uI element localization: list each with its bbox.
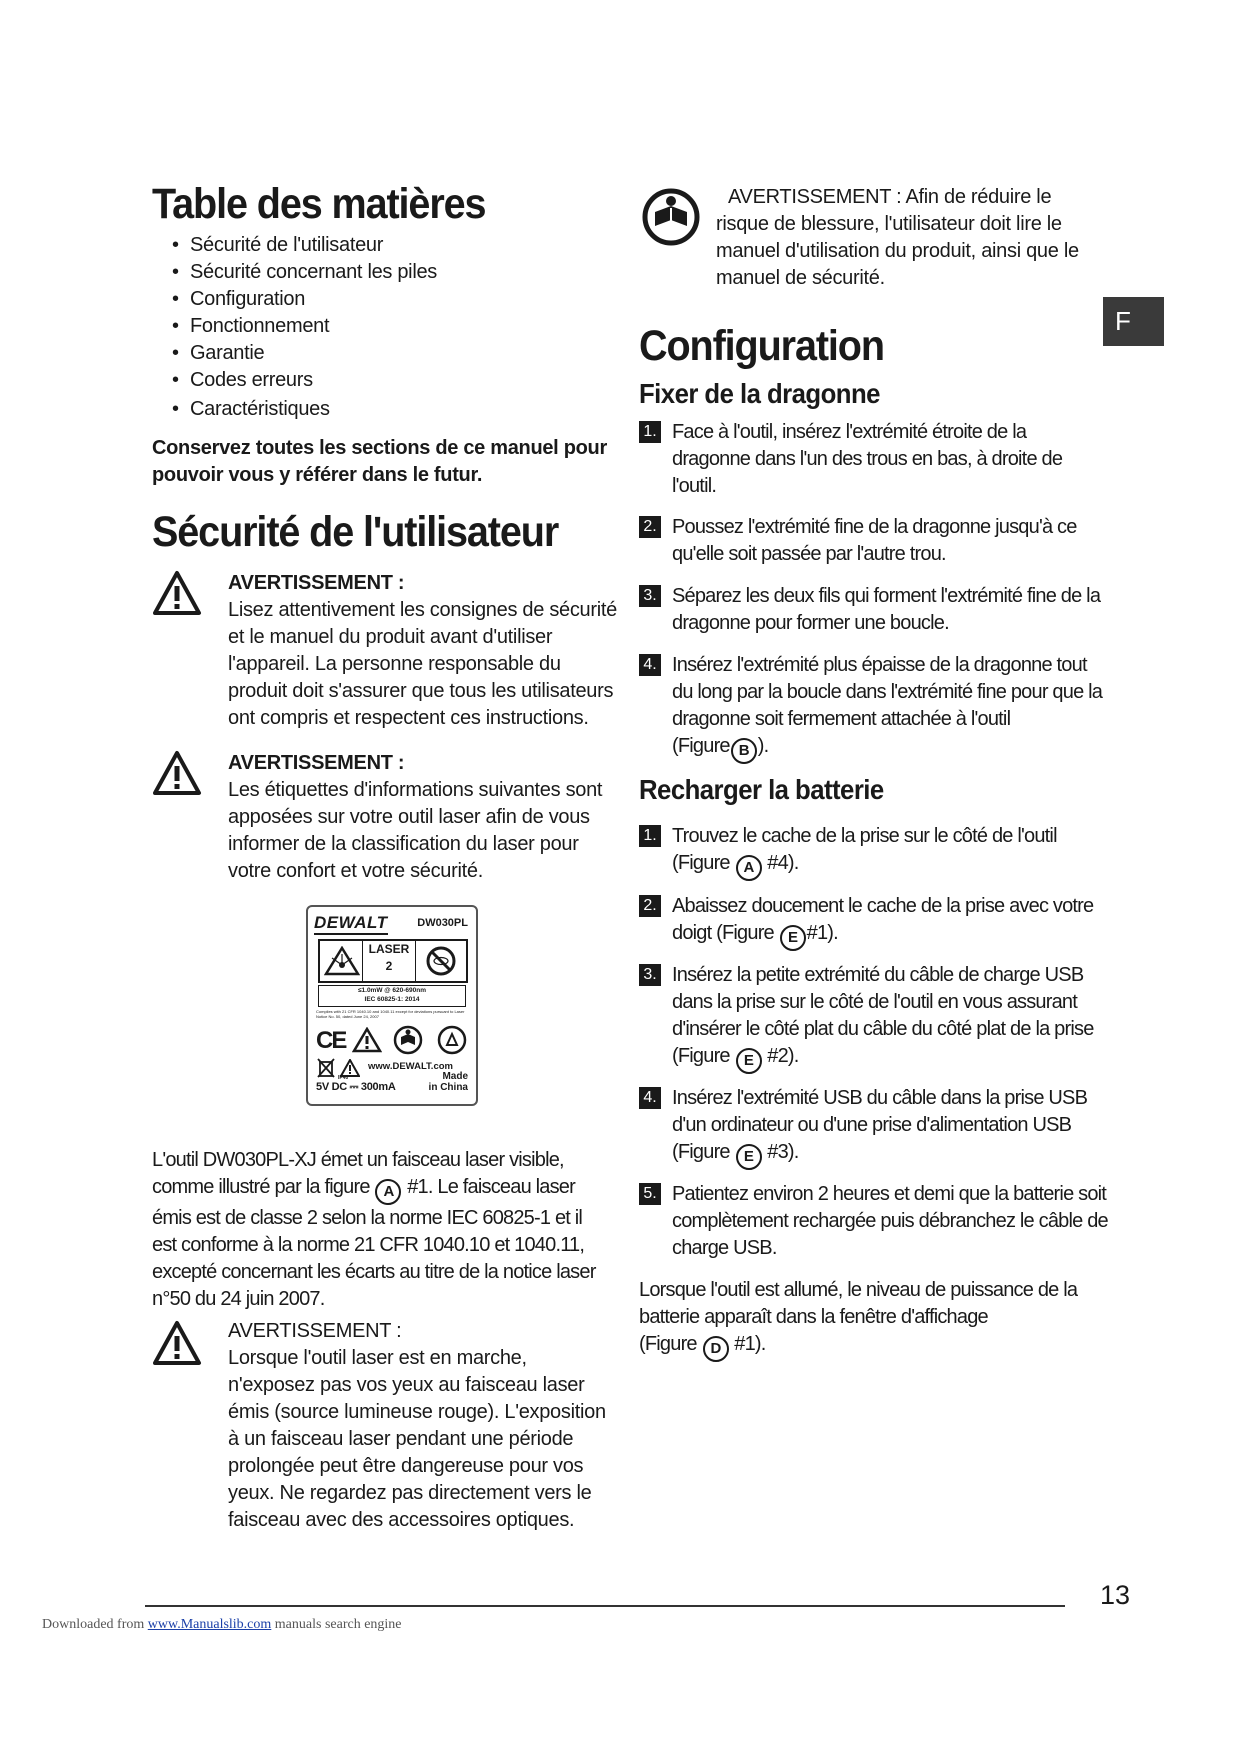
toc-item[interactable]: • Fonctionnement: [172, 313, 437, 340]
keep-note: Conservez toutes les sections de ce manuel pour pouvoir vous y référer dans le futur.: [152, 437, 607, 486]
warning-triangle-icon: [152, 1320, 202, 1366]
label-laser-class: 2: [385, 959, 393, 973]
label-ip-rating: IP40: [338, 1075, 349, 1081]
warning2-text: Les étiquettes d'informations suivantes sont apposées sur votre outil laser afin de vous informer de la classification du laser pour votre confort et votre sécurité.: [228, 779, 603, 882]
figure-ref-badge: E: [736, 1048, 762, 1074]
label-model: DW030PL: [417, 917, 468, 929]
battery-title: Recharger la batterie: [639, 774, 884, 805]
warning1-title: AVERTISSEMENT :: [228, 572, 405, 594]
right-warning-text: AVERTISSEMENT : Afin de réduire le risque de blessure, l'utilisateur doit lire le manuel d'utilisation du produit, ainsi que le manuel de sécurité.: [716, 186, 1079, 289]
step-number: 3.: [639, 964, 661, 986]
laser-warning-icon: [324, 946, 360, 976]
battery-step: 5. Patientez environ 2 heures et demi que la batterie soit complètement rechargée puis débranchez le câble de charge USB.: [639, 1181, 1109, 1262]
no-stare-icon: [424, 945, 458, 977]
toc-item[interactable]: • Caractéristiques: [172, 396, 437, 423]
warning-triangle-icon: [152, 570, 202, 616]
laser-description: L'outil DW030PL-XJ émet un faisceau laser visible, comme illustré par la figure A #1. Le faisceau laser émis est de classe 2 selon la norme IEC 60825-1 et il est conforme à la norme 21 CFR 1040.10 et 1040.11, excepté concernant les écarts au titre de la notice laser n°50 du 24 juin 2007.: [152, 1149, 596, 1310]
figure-ref-badge: E: [736, 1144, 762, 1170]
label-compliance: Complies with 21 CFR 1040.10 and 1040.11 except for deviations pursuant to Laser Notice No. 50, dated June 24, 2007: [316, 1009, 465, 1019]
figure-ref-badge: A: [375, 1179, 401, 1205]
strap-step: 4. Insérez l'extrémité plus épaisse de la dragonne tout du long par la boucle dans l'extrémité fine pour que la dragonne soit fermement attachée à l'outil (Figure B ).: [639, 652, 1109, 764]
toc-item[interactable]: • Garantie: [172, 340, 437, 367]
toc-item[interactable]: • Sécurité concernant les piles: [172, 259, 437, 286]
footer-source: Downloaded from www.Manualslib.com manuals search engine: [42, 1617, 402, 1632]
battery-step: 3. Insérez la petite extrémité du câble de charge USB dans la prise sur le côté de l'outil en vous assurant d'insérer le côté plat du câble du côté plat de la prise (Figure E #2).: [639, 962, 1109, 1074]
strap-step: 2. Poussez l'extrémité fine de la dragonne jusqu'à ce qu'elle soit passée par l'autre trou.: [639, 514, 1109, 568]
strap-step: 1. Face à l'outil, insérez l'extrémité étroite de la dragonne dans l'un des trous en bas, à droite de l'outil.: [639, 419, 1109, 500]
manualslib-link[interactable]: www.Manualslib.com: [147, 1617, 272, 1632]
laser-classification-label: [306, 905, 478, 1106]
toc-item[interactable]: • Configuration: [172, 286, 437, 313]
page-number: 13: [1100, 1580, 1131, 1610]
step-number: 5.: [639, 1183, 661, 1205]
label-made: Made: [442, 1071, 468, 1082]
warning1-text: Lisez attentivement les consignes de sécurité et le manuel du produit avant d'utiliser l'appareil. La personne responsable du produit doit s'assurer que tous les utilisateurs ont compris et respectent ces instructions.: [228, 599, 617, 729]
battery-step: 2. Abaissez doucement le cache de la prise avec votre doigt (Figure E #1).: [639, 893, 1109, 951]
strap-step: 3. Séparez les deux fils qui forment l'extrémité fine de la dragonne pour former une boucle.: [639, 583, 1109, 637]
label-laser-panel: [318, 939, 468, 983]
warning2-title: AVERTISSEMENT :: [228, 752, 405, 774]
step-number: 2.: [639, 895, 661, 917]
label-laser-word: LASER: [368, 942, 410, 956]
language-tab[interactable]: F: [1103, 297, 1164, 346]
warning-triangle-icon: [152, 750, 202, 796]
weee-bin-icon: [316, 1057, 336, 1079]
battery-step: 1. Trouvez le cache de la prise sur le côté de l'outil (Figure A #4).: [639, 823, 1109, 881]
toc-title: Table des matières: [152, 180, 486, 228]
toc-item[interactable]: • Codes erreurs: [172, 367, 437, 394]
toc-list: [172, 232, 437, 423]
step-number: 4.: [639, 1087, 661, 1109]
read-manual-icon: [641, 188, 701, 246]
footer-divider: [145, 1605, 1065, 1607]
step-number: 1.: [639, 825, 661, 847]
label-in-china: in China: [428, 1082, 468, 1093]
label-website: www.DEWALT.com: [368, 1061, 453, 1072]
battery-step: 4. Insérez l'extrémité USB du câble dans la prise USB d'un ordinateur ou d'une prise d'alimentation USB (Figure E #3).: [639, 1085, 1109, 1170]
figure-ref-badge: B: [731, 738, 757, 764]
figure-ref-badge: D: [703, 1336, 729, 1362]
warning3-text: Lorsque l'outil laser est en marche, n'exposez pas vos yeux au faisceau laser émis (source lumineuse rouge). L'exposition à un faisceau laser pendant une période prolongée peut être dangereuse pour vos yeux. Ne regardez pas directement vers le faisceau avec des accessoires optiques.: [228, 1347, 606, 1531]
toc-item[interactable]: • Sécurité de l'utilisateur: [172, 232, 437, 259]
step-number: 4.: [639, 654, 661, 676]
strap-title: Fixer de la dragonne: [639, 378, 880, 409]
step-number: 3.: [639, 585, 661, 607]
read-manual-icon: [392, 1025, 424, 1055]
label-brand: DEWALT: [314, 913, 388, 935]
user-safety-title: Sécurité de l'utilisateur: [152, 508, 559, 556]
recycle-icon: [436, 1025, 468, 1055]
configuration-title: Configuration: [639, 322, 884, 370]
step-number: 2.: [639, 516, 661, 538]
label-standard-line: IEC 60825-1: 2014: [364, 996, 420, 1003]
figure-ref-badge: E: [780, 925, 806, 951]
label-power-rating: 5V DC ⎓ 300mA: [316, 1081, 396, 1093]
warning3-title: AVERTISSEMENT :: [228, 1320, 402, 1342]
warning-triangle-icon: [352, 1027, 382, 1053]
battery-closing-text: Lorsque l'outil est allumé, le niveau de puissance de la batterie apparaît dans la fenêtre d'affichage (Figure D #1).: [639, 1277, 1079, 1362]
ce-mark: CE: [316, 1027, 346, 1054]
step-number: 1.: [639, 421, 661, 443]
figure-ref-badge: A: [736, 855, 762, 881]
label-power-line: ≤1.0mW @ 620-690nm: [357, 987, 427, 994]
